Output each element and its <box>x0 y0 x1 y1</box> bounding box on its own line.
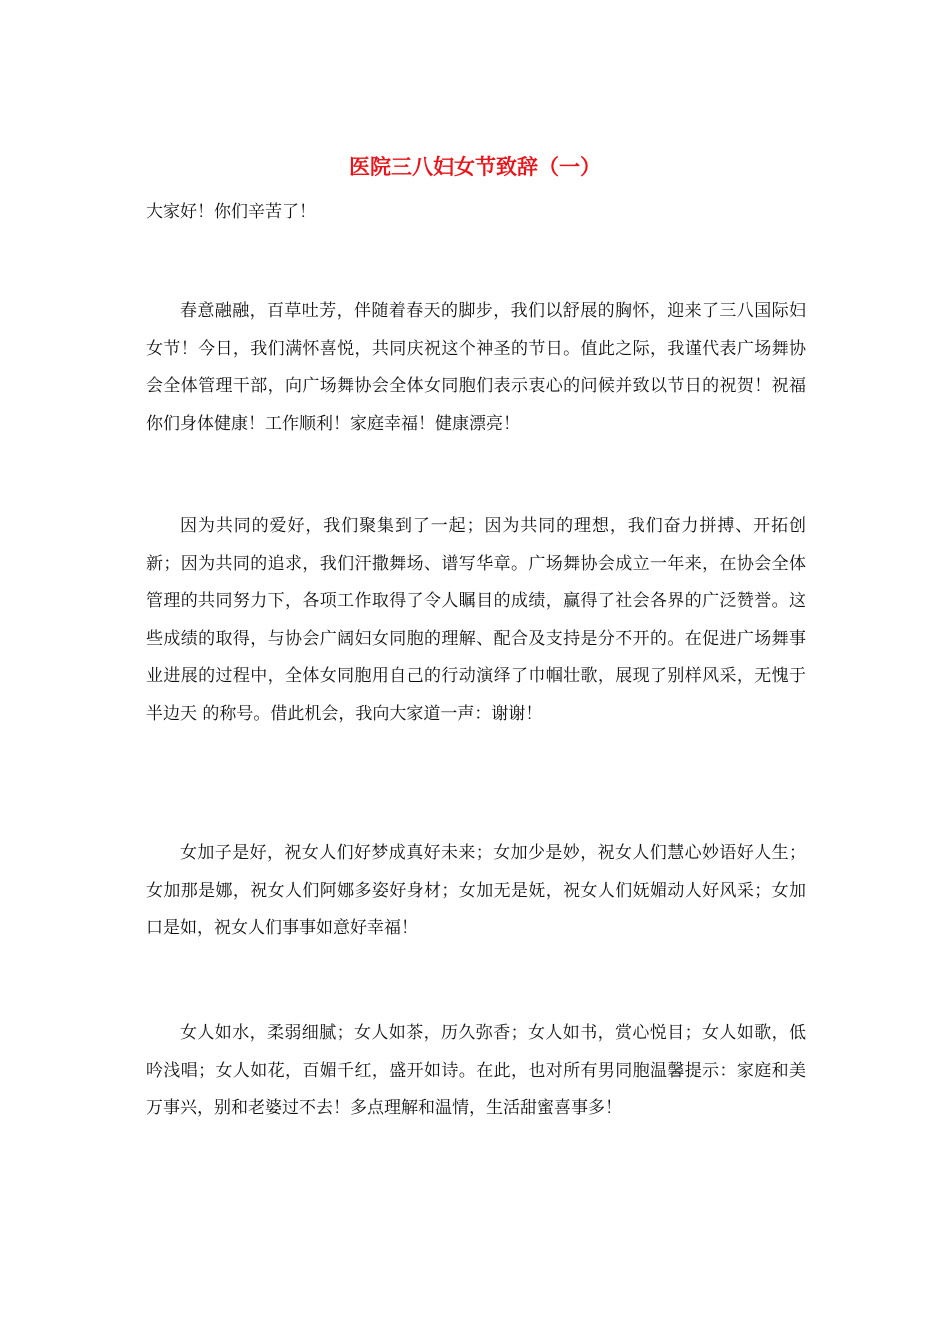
paragraph-spring-greeting: 春意融融，百草吐芳，伴随着春天的脚步，我们以舒展的胸怀，迎来了三八国际妇女节！今日，我们满怀喜悦，共同庆祝这个神圣的节日。值此之际，我谨代表广场舞协会全体管理干部，向广场舞协会全体女同胞们表示衷心的问候并致以节日的祝贺！祝福你们身体健康！工作顺利！家庭幸福！健康漂亮！ <box>146 301 806 434</box>
document-title: 医院三八妇女节致辞（一） <box>349 154 601 179</box>
paragraph-achievements: 因为共同的爱好，我们聚集到了一起；因为共同的理想，我们奋力拼搏、开拓创新；因为共同的追求，我们汗撒舞场、谱写华章。广场舞协会成立一年来，在协会全体管理的共同努力下，各项工作取得了令人瞩目的成绩，赢得了社会各界的广泛赞誉。这些成绩的取得，与协会广阔妇女同胞的理解、配合及支持是分不开的。在促进广场舞事业进展的过程中，全体女同胞用自己的行动演绎了巾帼壮歌，展现了别样风采，无愧于 半边天 的称号。借此机会，我向大家道一声：谢谢！ <box>146 516 806 724</box>
paragraph-closing: 女人如水，柔弱细腻；女人如茶，历久弥香；女人如书，赏心悦目；女人如歌，低吟浅唱；女人如花，百媚千红，盛开如诗。在此，也对所有男同胞温馨提示：家庭和美万事兴，别和老婆过不去！多点理解和温情，生活甜蜜喜事多！ <box>146 1023 806 1118</box>
paragraph-character-wishes: 女加子是好，祝女人们好梦成真好未来；女加少是妙，祝女人们慧心妙语好人生；女加那是娜，祝女人们阿娜多姿好身材；女加无是妩，祝女人们妩媚动人好风采；女加口是如，祝女人们事事如意好幸福！ <box>146 843 806 938</box>
greeting-line: 大家好！你们辛苦了！ <box>146 202 316 222</box>
